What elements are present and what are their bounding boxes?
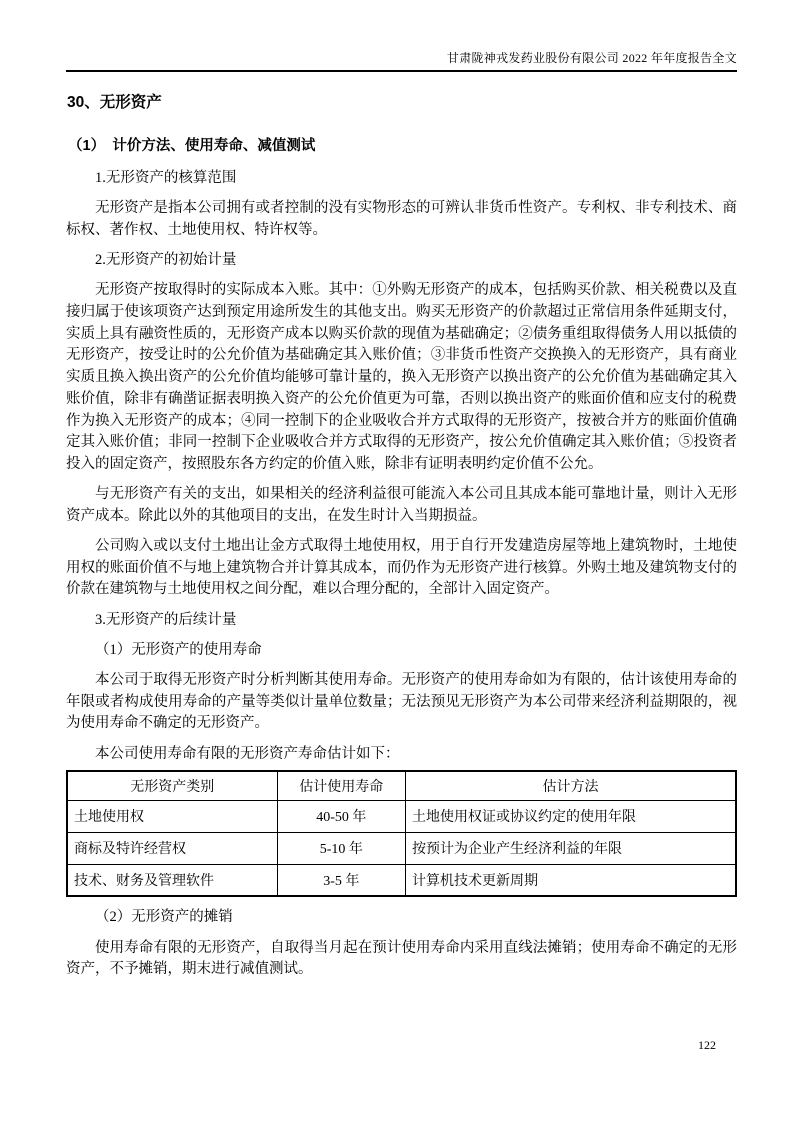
table-row [67,800,736,832]
paragraph-useful-life-judgement: 本公司于取得无形资产时分析判断其使用寿命。无形资产的使用寿命如为有限的，估计该使用寿命的年限或者构成使用寿命的产量等类似计量单位数量；无法预见无形资产为本公司带来经济利益期限的，视为使用寿命不确定的无形资产。 [66,672,737,732]
subheading-subsequent-measurement: 3.无形资产的后续计量 [95,611,237,628]
useful-life-table [66,770,737,897]
table-cell-method: 土地使用权证或协议约定的使用年限 [406,800,737,832]
subheading-accounting-scope: 1.无形资产的核算范围 [95,170,237,186]
table-cell-life: 40-50 年 [277,800,405,832]
table-header-category: 无形资产类别 [67,771,277,800]
subheading-amortization: （2）无形资产的摊销 [95,909,233,926]
table-cell-life: 3-5 年 [277,864,405,896]
subsection-title: （1） 计价方法、使用寿命、减值测试 [68,138,316,154]
paragraph-amortization: 使用寿命有限的无形资产，自取得当月起在预计使用寿命内采用直线法摊销；使用寿命不确定的无形资产，不予摊销，期末进行减值测试。 [66,939,737,978]
header-title: 甘肃陇神戎发药业股份有限公司 2022 年年度报告全文 [446,51,737,65]
subheading-initial-measurement: 2.无形资产的初始计量 [95,252,237,269]
paragraph-initial-measurement: 无形资产按取得时的实际成本入账。其中：①外购无形资产的成本，包括购买价款、相关税费以及直接归属于使该项资产达到预定用途所发生的其他支出。购买无形资产的价款超过正常信用条件延期支付，实质上具有融资性质的，无形资产成本以购买价款的现值为基础确定；②债务重组取得债务人用以抵债的无形资产，按受让时的公允价值为基础确定其入账价值；③非货币性资产交换换入的无形资产，具有商业实质且换入换出资产的公允价值均能够可靠计量的，换入无形资产以换出资产的公允价值为基础确定其入账价值，除非有确凿证据表明换入资产的公允价值更为可靠，否则以换出资产的账面价值和应支付的税费作为换入无形资产的成本；④同一控制下的企业吸收合并方式取得的无形资产，按被合并方的账面价值确定其入账价值；非同一控制下企业吸收合并方式取得的无形资产，按公允价值确定其入账价值；⑤投资者投入的固定资产，按照股东各方约定的价值入账，除非有证明表明约定价值不公允。 [66,282,737,472]
paragraph-related-expenditure: 与无形资产有关的支出，如果相关的经济利益很可能流入本公司且其成本能可靠地计量，则计入无形资产成本。除此以外的其他项目的支出，在发生时计入当期损益。 [66,486,737,524]
table-cell-method: 计算机技术更新周期 [406,864,737,896]
table-cell-life: 5-10 年 [277,832,405,864]
table-cell-method: 按预计为企业产生经济利益的年限 [406,832,737,864]
table-cell-category: 商标及特许经营权 [67,832,277,864]
table-header-row [67,771,736,800]
table-cell-category: 技术、财务及管理软件 [67,864,277,896]
page-number: 122 [698,1038,716,1052]
paragraph-definition: 无形资产是指本公司拥有或者控制的没有实物形态的可辨认非货币性资产。专利权、非专利技术、商标权、著作权、土地使用权、特许权等。 [66,200,737,238]
paragraph-land-use-right: 公司购入或以支付土地出让金方式取得土地使用权，用于自行开发建造房屋等地上建筑物时，土地使用权的账面价值不与地上建筑物合并计算其成本，而仍作为无形资产进行核算。外购土地及建筑物支付的价款在建筑物与土地使用权之间分配，难以合理分配的，全部计入固定资产。 [66,538,737,598]
header-rule [66,70,737,72]
table-cell-category: 土地使用权 [67,800,277,832]
table-header-method: 估计方法 [406,771,737,800]
table-header-life: 估计使用寿命 [277,771,405,800]
table-row [67,832,736,864]
page-header [66,0,737,72]
paragraph-table-lead-in: 本公司使用寿命有限的无形资产寿命估计如下： [95,745,400,762]
subheading-useful-life: （1）无形资产的使用寿命 [95,641,262,658]
table-row [67,864,736,896]
section-title: 30、无形资产 [67,94,162,111]
